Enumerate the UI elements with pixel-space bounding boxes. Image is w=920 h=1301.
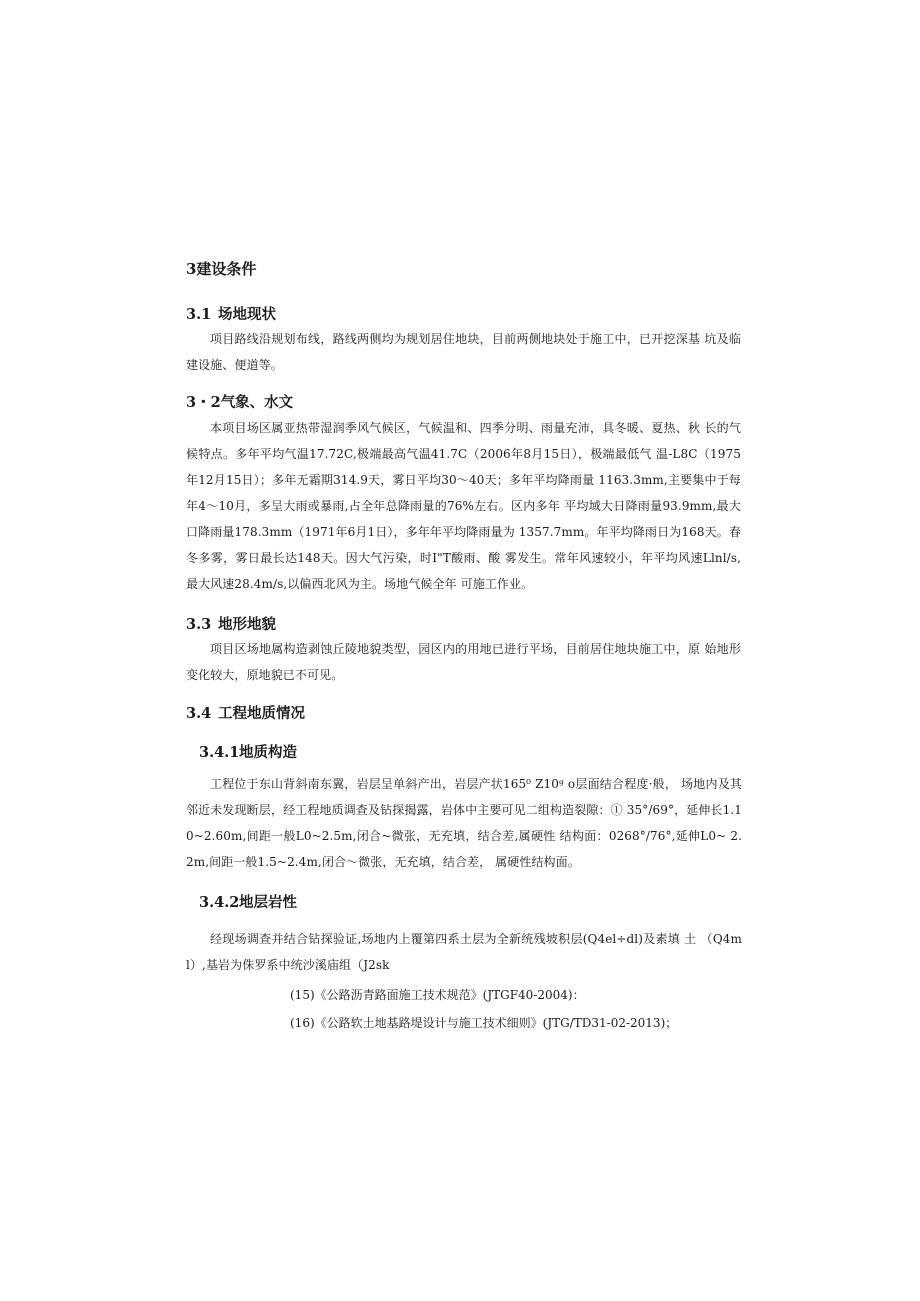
subsection-number: 3.4.1 <box>199 744 240 761</box>
section-number: 3.3 <box>186 616 212 633</box>
section-title: 工程地质情况 <box>218 705 305 722</box>
section-title: 地形地貌 <box>218 616 276 633</box>
section-number: 3.1 <box>186 306 212 323</box>
section-heading-3-2 <box>186 391 293 412</box>
section-title: 场地现状 <box>218 306 276 323</box>
subsection-heading-3-4-2 <box>199 891 297 912</box>
subsection-title: 地层岩性 <box>239 894 297 911</box>
chapter-title: 3建设条件 <box>186 260 257 278</box>
section-number: 3.4 <box>186 705 212 722</box>
reference-item: (15)《公路沥青路面施工技术规范》(JTGF40-2004)： <box>290 988 585 1002</box>
section-heading-3-4 <box>186 702 305 723</box>
subsection-number: 3.4.2 <box>199 894 240 911</box>
subsection-title: 地质构造 <box>239 744 297 761</box>
section-body-3-3: 项目区场地属构造剥蚀丘陵地貌类型，园区内的用地已进行平场，目前居住地块施工中，原 始地形变化较大，原地貌已不可见。 <box>186 642 741 682</box>
subsection-heading-3-4-1 <box>199 741 297 762</box>
reference-item: (16)《公路软土地基路堤设计与施工技术细则》(JTG/TD31-02-2013)； <box>290 1016 678 1030</box>
subsection-body-3-4-1: 工程位于东山背斜南东翼，岩层呈单斜产出，岩层产状165⁰ Z10ᵍ o层面结合程度·般， 场地内及其邻近未发现断层，经工程地质调查及钻探揭露，岩体中主要可见二组构造裂隙：① 35°/69°，延伸长1.10~2.60m,间距一般L0~2.5m,闭合~微张，无充填，结合差,属硬性 结构面：0268°/76°,延伸L0~ 2.2m,间距一般1.5~2.4m,闭合～微张，无充填，结合差， 属硬性结构面。 <box>186 777 742 869</box>
section-body-3-1: 项目路线沿规划布线，路线两侧均为规划居住地块，目前两侧地块处于施工中，已开挖深基 坑及临建设施、便道等。 <box>186 332 741 372</box>
section-number: 3・2 <box>186 394 221 411</box>
subsection-body-3-4-2: 经现场调查并结合钻探验证,场地内上覆第四系土层为全新统残坡积层(Q4el÷dl)及素填 土 （Q4ml）,基岩为侏罗系中统沙溪庙组（J2sk <box>186 932 742 972</box>
section-heading-3-3 <box>186 613 276 634</box>
section-body-3-2: 本项目场区属亚热带湿润季风气候区，气候温和、四季分明、雨量充沛，具冬暖、夏热、秋 长的气候特点。多年平均气温17.72C,极端最高气温41.7C（2006年8月15日），极端最低气 温-L8C（1975年12月15日）；多年无霜期314.9天，雾日平均30～40天；多年平均降雨量 1163.3mm,主要集中于每年4～10月，多呈大雨或暴雨,占全年总降雨量的76%左右。区内多年 平均域大日降雨量93.9mm,最大口降雨量178.3mm（1971年6月1日），多年年平均降雨量为 1357.7mm。年平均降雨日为168天。春冬多雾，雾日最长达148天。因大气污染，时I"T酸雨、酸 雾发生。常年风速较小，年平均风速Llnl/s,最大风速28.4m/s,以偏西北风为主。场地气候全年 可施工作业。 <box>186 421 741 591</box>
section-heading-3-1 <box>186 303 276 324</box>
section-title: 气象、水文 <box>220 394 294 411</box>
